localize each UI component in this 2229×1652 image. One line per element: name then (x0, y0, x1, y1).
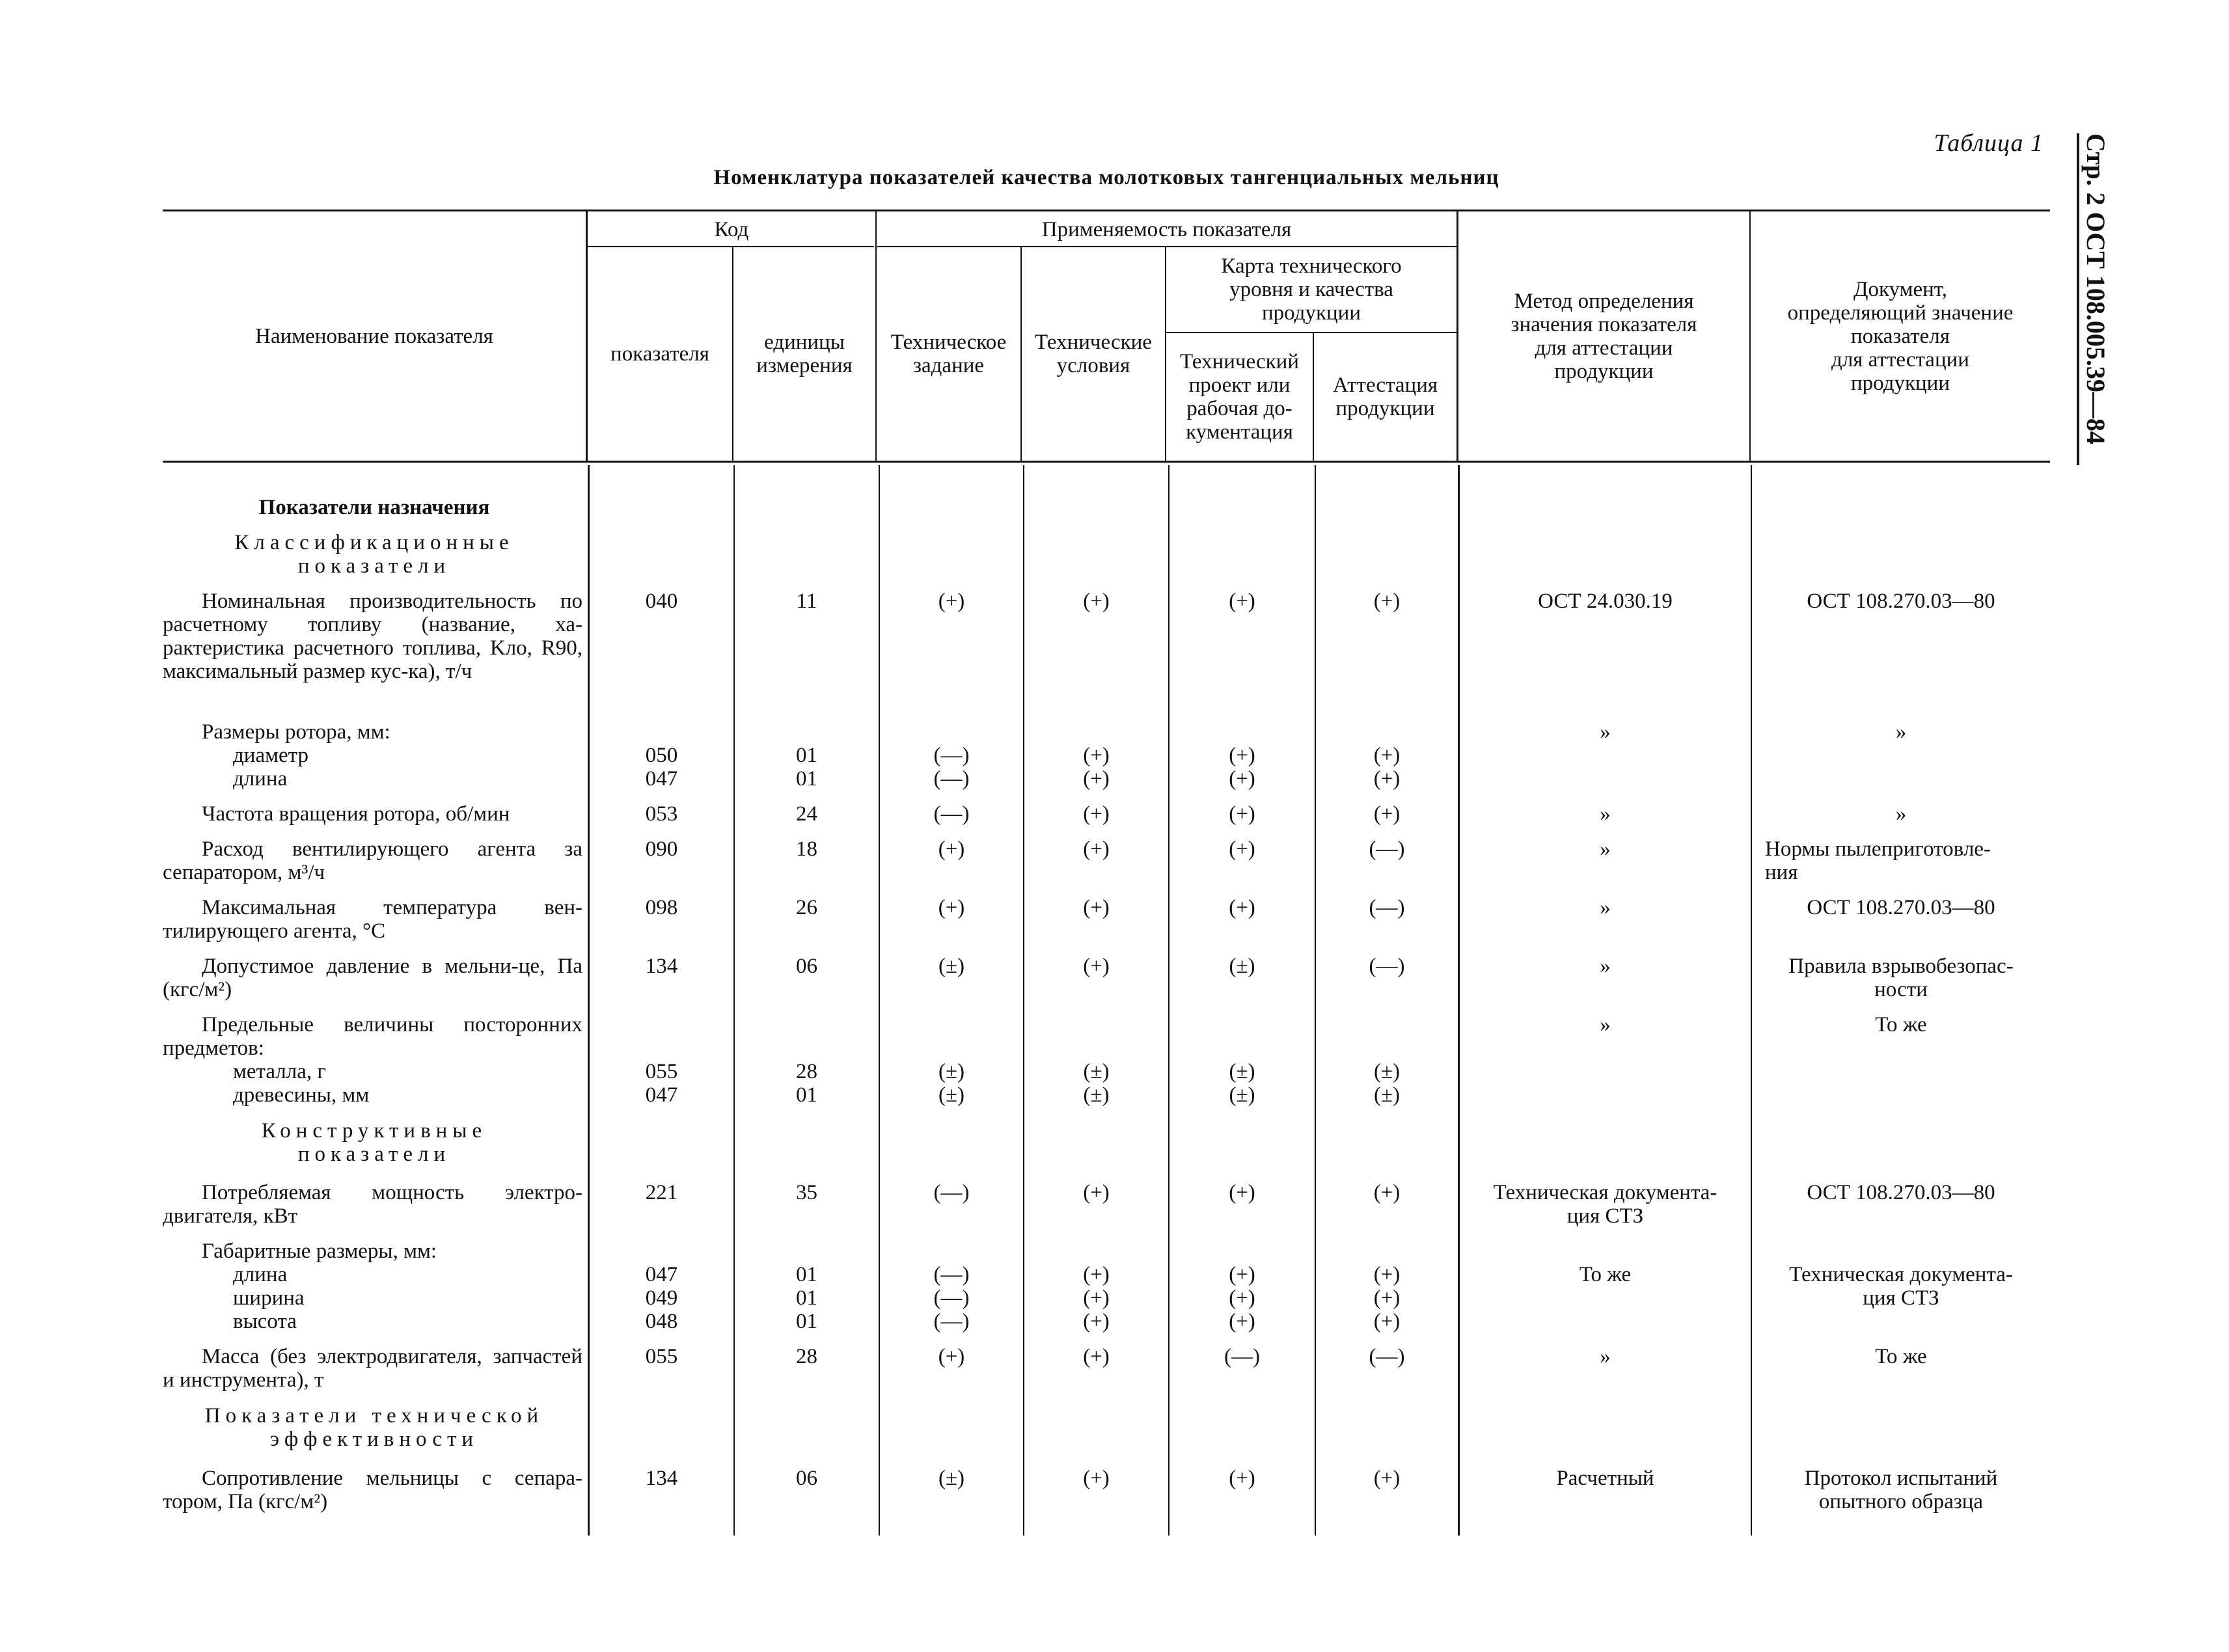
cell-method: » (1600, 896, 1611, 919)
rule-header-bottom (163, 461, 2050, 463)
cell-unit: 01 01 (796, 744, 817, 791)
header-tech-task: Техническое задание (890, 331, 1007, 377)
cell-document: То же (1875, 1013, 1927, 1036)
row-subitem: длина (233, 767, 288, 791)
cell-document: Протокол испытаний опытного образца (1804, 1467, 1998, 1513)
cell-document: Техническая документа- ция СТЗ (1789, 1263, 2013, 1310)
vline-2b (733, 465, 735, 1536)
cell-unit: 06 (796, 955, 817, 978)
cell-attestation: (+) (1373, 802, 1401, 826)
header-document: Документ, определяющий значение показателя для аттестации продукции (1787, 277, 2014, 395)
cell-project: (±) (±) (1229, 1060, 1255, 1107)
cell-document: То же (1875, 1345, 1927, 1368)
cell-attestation: (+) (+) (1373, 744, 1401, 791)
cell-method: » (1600, 837, 1611, 861)
cell-unit: 28 (796, 1345, 817, 1368)
vline-4b (1023, 465, 1024, 1536)
cell-method: » (1600, 802, 1611, 826)
row-subitem: металла, г (233, 1060, 326, 1083)
row-subitem: диаметр (233, 744, 308, 767)
header-card-project: Технический проект или рабочая до- кументация (1180, 350, 1299, 444)
subsection-tech-efficiency: Показатели технической эффективности (204, 1404, 544, 1451)
cell-project: (+) (1229, 896, 1255, 919)
cell-attestation: (—) (1369, 955, 1405, 978)
cell-document: ОСТ 108.270.03—80 (1807, 896, 1995, 919)
vline-3b (879, 465, 880, 1536)
row-name: Габаритные размеры, мм: (202, 1239, 437, 1263)
cell-method: » (1600, 720, 1611, 744)
table-number: Таблица 1 (1934, 129, 2044, 157)
cell-attestation: (—) (1369, 896, 1405, 919)
vline-1b (588, 465, 590, 1536)
cell-tech-task: (—) (—) (—) (933, 1263, 970, 1333)
cell-tech-conditions: (+) (+) (1083, 744, 1110, 791)
row-subitem: древесины, мм (233, 1083, 370, 1107)
row-name: Расход вентилирующего агента за сепаратором, м³/ч (163, 837, 582, 884)
cell-project: (—) (1224, 1345, 1260, 1368)
cell-document: » (1895, 720, 1907, 744)
cell-unit: 06 (796, 1467, 817, 1490)
cell-tech-task: (+) (938, 837, 965, 861)
cell-project: (+) (+) (+) (1229, 1263, 1255, 1333)
cell-project: (+) (1229, 802, 1255, 826)
row-subitem: ширина (233, 1286, 305, 1310)
cell-document: Нормы пылеприготовле- ния (1765, 837, 1991, 884)
cell-project: (+) (+) (1229, 744, 1255, 791)
cell-attestation: (+) (+) (+) (1373, 1263, 1401, 1333)
subsection-constructive: Конструктивные показатели (261, 1119, 487, 1166)
row-name: Предельные величины посторонних предметов: (163, 1013, 582, 1060)
cell-project: (+) (1229, 1467, 1255, 1490)
row-subitem: длина (233, 1263, 288, 1286)
cell-document: ОСТ 108.270.03—80 (1807, 589, 1995, 613)
cell-method: ОСТ 24.030.19 (1538, 589, 1673, 613)
cell-code: 050 047 (645, 744, 678, 791)
header-method: Метод определения значения показателя для аттестации продукции (1511, 289, 1697, 383)
row-name: Масса (без электродвигателя, запчастей и инструмента), т (163, 1345, 582, 1392)
cell-code: 221 (645, 1181, 678, 1204)
header-code: Код (714, 218, 749, 241)
cell-code: 040 (645, 589, 678, 613)
cell-unit: 28 01 (796, 1060, 817, 1107)
cell-unit: 11 (796, 589, 817, 613)
header-card: Карта технического уровня и качества продукции (1221, 254, 1402, 325)
cell-tech-task: (±) (938, 955, 965, 978)
subsection-classification: Классификационные показатели (234, 531, 514, 578)
row-name: Сопротивление мельницы с сепара-тором, Па (кгс/м²) (163, 1467, 582, 1513)
cell-unit: 24 (796, 802, 817, 826)
row-subitem: высота (233, 1310, 297, 1333)
cell-attestation: (+) (1373, 1467, 1401, 1490)
cell-code: 090 (645, 837, 678, 861)
cell-project: (+) (1229, 589, 1255, 613)
cell-tech-conditions: (+) (1083, 802, 1110, 826)
header-applicability: Применяемость показателя (1041, 218, 1292, 241)
section-purpose: Показатели назначения (258, 496, 490, 519)
cell-code: 134 (645, 1467, 678, 1490)
cell-attestation: (—) (1369, 1345, 1405, 1368)
cell-tech-conditions: (+) (1083, 1467, 1110, 1490)
cell-tech-conditions: (+) (1083, 1345, 1110, 1368)
cell-unit: 26 (796, 896, 817, 919)
cell-code: 055 (645, 1345, 678, 1368)
vline-5b (1168, 465, 1169, 1536)
vline-7b (1458, 465, 1460, 1536)
cell-tech-task: (—) (933, 802, 970, 826)
row-name: Частота вращения ротора, об/мин (202, 802, 510, 826)
header-name: Наименование показателя (255, 324, 493, 348)
row-name: Номинальная производительность по расчетному топливу (название, ха-рактеристика расчетного топлива, Kло, R90, максимальный размер кус-ка), т/ч (163, 589, 582, 683)
header-tech-conditions: Технические условия (1035, 331, 1152, 377)
cell-method: То же (1579, 1263, 1632, 1286)
cell-tech-task: (+) (938, 896, 965, 919)
cell-document: Правила взрывобезопас- ности (1788, 955, 2014, 1001)
cell-tech-conditions: (+) (1083, 589, 1110, 613)
row-name: Максимальная температура вен-тилирующего агента, °С (163, 896, 582, 943)
cell-code: 055 047 (645, 1060, 678, 1107)
vline-6b (1315, 465, 1316, 1536)
row-name: Потребляемая мощность электро-двигателя, кВт (163, 1181, 582, 1228)
cell-tech-conditions: (+) (+) (+) (1083, 1263, 1110, 1333)
cell-document: ОСТ 108.270.03—80 (1807, 1181, 1995, 1204)
cell-method: Техническая документа- ция СТЗ (1493, 1181, 1717, 1228)
cell-method: » (1600, 1345, 1611, 1368)
cell-code: 098 (645, 896, 678, 919)
side-label-text: Стр. 2 ОСТ 108.005.39—84 (2081, 133, 2111, 444)
row-name: Размеры ротора, мм: (202, 720, 390, 744)
cell-tech-task: (±) (938, 1467, 965, 1490)
cell-tech-task: (+) (938, 1345, 965, 1368)
cell-code: 047 049 048 (645, 1263, 678, 1333)
cell-method: » (1600, 955, 1611, 978)
cell-unit: 18 (796, 837, 817, 861)
cell-project: (±) (1229, 955, 1255, 978)
cell-tech-task: (±) (±) (938, 1060, 965, 1107)
cell-method: Расчетный (1556, 1467, 1654, 1490)
cell-unit: 35 (796, 1181, 817, 1204)
cell-code: 053 (645, 802, 678, 826)
header-code-indicator: показателя (610, 342, 709, 366)
cell-tech-conditions: (+) (1083, 896, 1110, 919)
cell-tech-task: (+) (938, 589, 965, 613)
cell-tech-task: (—) (933, 1181, 970, 1204)
cell-tech-conditions: (+) (1083, 1181, 1110, 1204)
cell-tech-conditions: (+) (1083, 955, 1110, 978)
cell-attestation: (+) (1373, 589, 1401, 613)
cell-document: » (1895, 802, 1907, 826)
header-code-unit: единицы измерения (756, 331, 853, 377)
cell-code: 134 (645, 955, 678, 978)
row-name: Допустимое давление в мельни-це, Па (кгс/м²) (163, 955, 582, 1001)
cell-unit: 01 01 01 (796, 1263, 817, 1333)
cell-project: (+) (1229, 837, 1255, 861)
cell-attestation: (±) (±) (1373, 1060, 1401, 1107)
cell-project: (+) (1229, 1181, 1255, 1204)
cell-attestation: (—) (1369, 837, 1405, 861)
header-card-attestation: Аттестация продукции (1332, 373, 1438, 420)
cell-tech-task: (—) (—) (933, 744, 970, 791)
cell-method: » (1600, 1013, 1611, 1036)
cell-tech-conditions: (±) (±) (1083, 1060, 1110, 1107)
cell-tech-conditions: (+) (1083, 837, 1110, 861)
cell-attestation: (+) (1373, 1181, 1401, 1204)
table-title: Номенклатура показателей качества молотковых тангенциальных мельниц (713, 166, 1499, 189)
